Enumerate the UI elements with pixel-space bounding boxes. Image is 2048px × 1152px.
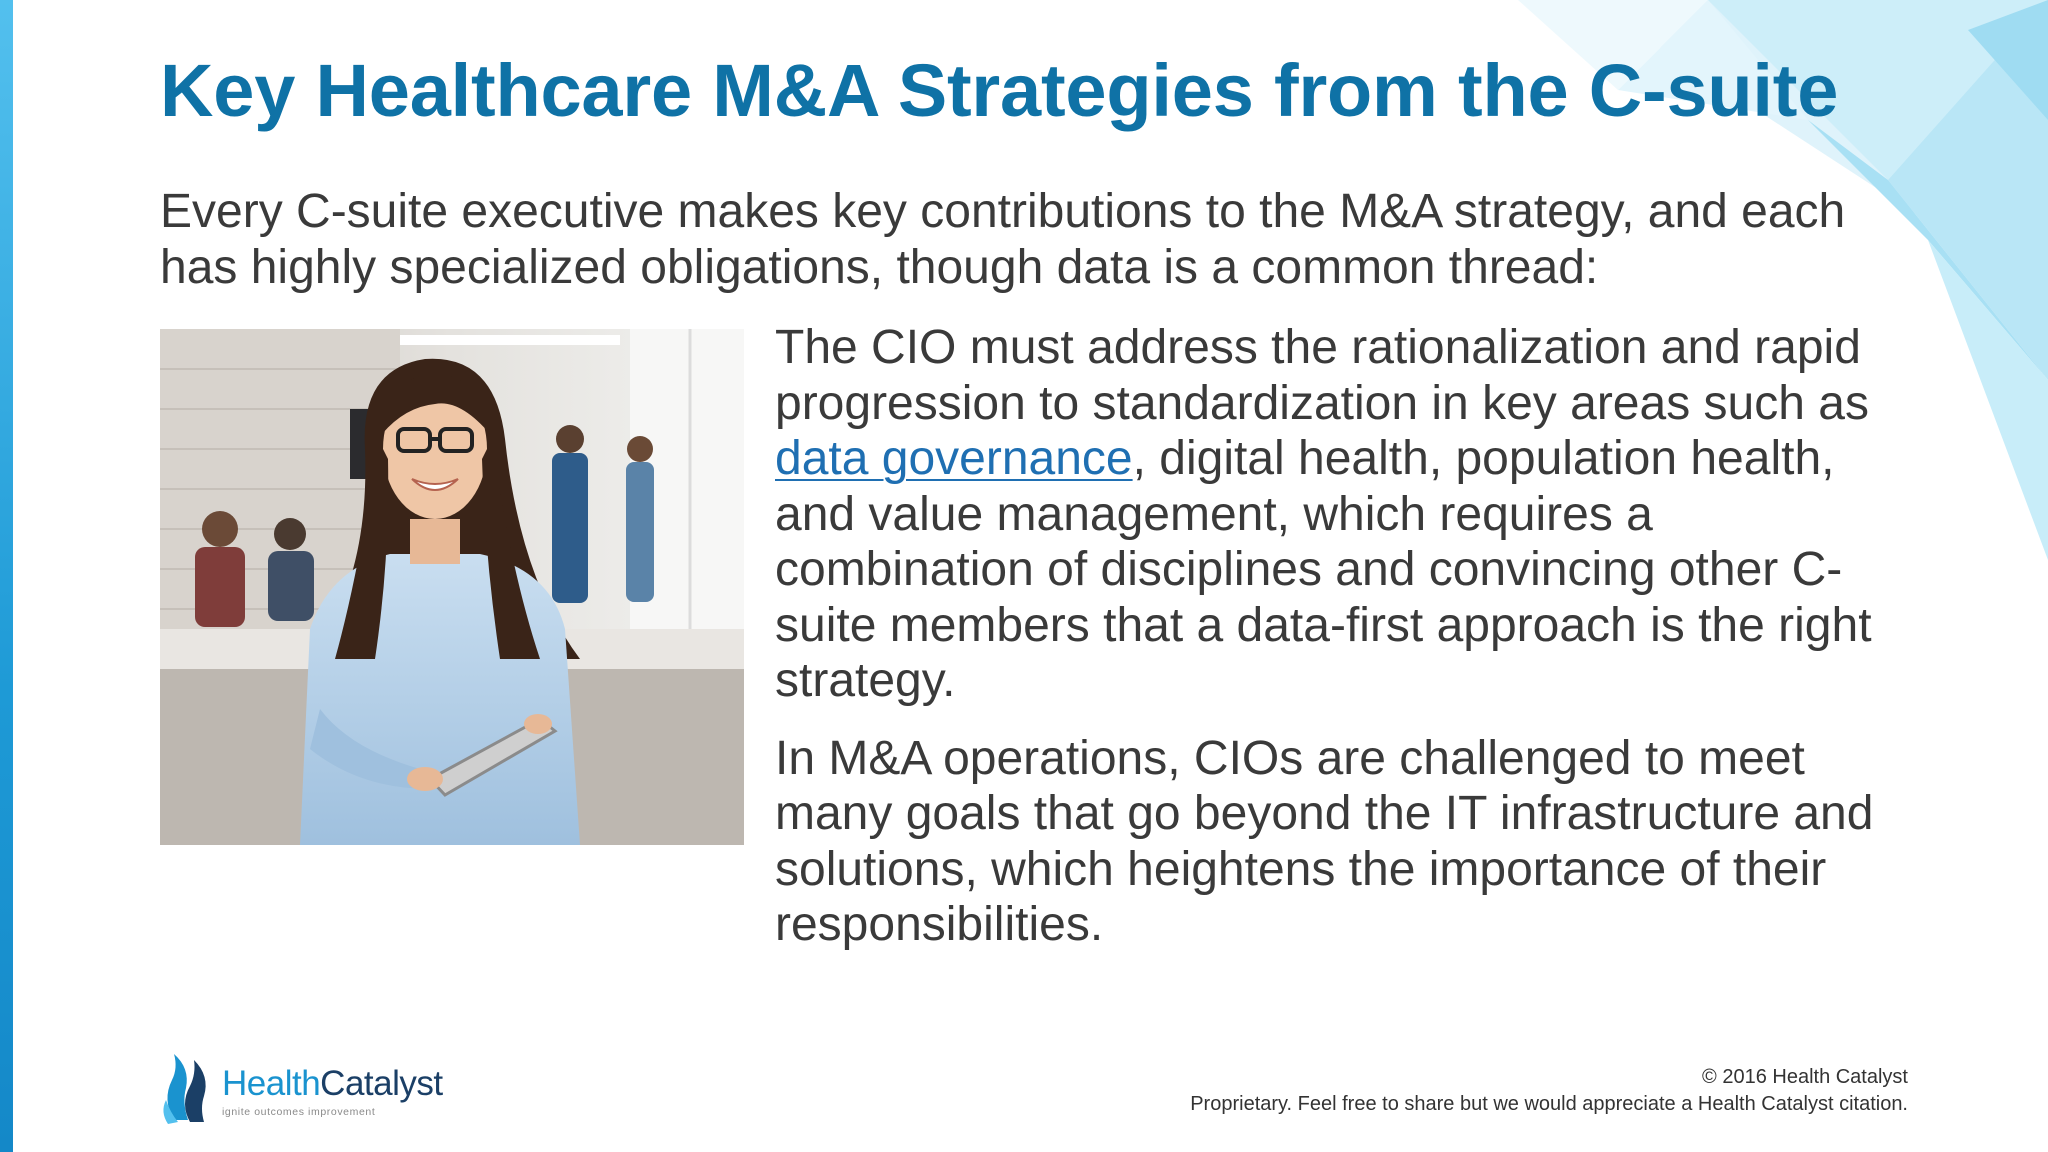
paragraph1-text-before-link: The CIO must address the rationalization and rapid progression to standardization in key areas such as	[775, 321, 1869, 430]
body-text	[775, 320, 1915, 975]
slide-title: Key Healthcare M&A Strategies from the C-suite	[160, 49, 1839, 132]
health-catalyst-logo	[160, 1050, 470, 1130]
proprietary-notice: Proprietary. Feel free to share but we would appreciate a Health Catalyst citation.	[1190, 1093, 1908, 1115]
left-accent-bar	[0, 0, 13, 1152]
paragraph-cio-challenges: In M&A operations, CIOs are challenged to meet many goals that go beyond the IT infrastructure and solutions, which heightens the importance of their responsibilities.	[775, 731, 1874, 951]
intro-text: Every C-suite executive makes key contributions to the M&A strategy, and each has highly specialized obligations, though data is a common thread:	[160, 185, 1846, 294]
logo-word-catalyst: Catalyst	[320, 1064, 443, 1103]
data-governance-link[interactable]: data governance	[775, 432, 1133, 485]
paragraph1-text-after-link: , digital health, population health, and value management, which requires a combination of disciplines and convincing other C-suite members that a data-first approach is the right strategy.	[775, 432, 1872, 707]
logo-wordmark	[222, 1064, 443, 1104]
footer	[1190, 1064, 1908, 1118]
copyright-text: © 2016 Health Catalyst	[1702, 1066, 1908, 1088]
logo-tagline: ignite outcomes improvement	[222, 1106, 376, 1118]
office-photo	[160, 329, 744, 845]
flame-icon	[160, 1050, 216, 1126]
paragraph-cio-responsibilities	[775, 320, 1915, 709]
logo-word-health: Health	[222, 1064, 321, 1103]
